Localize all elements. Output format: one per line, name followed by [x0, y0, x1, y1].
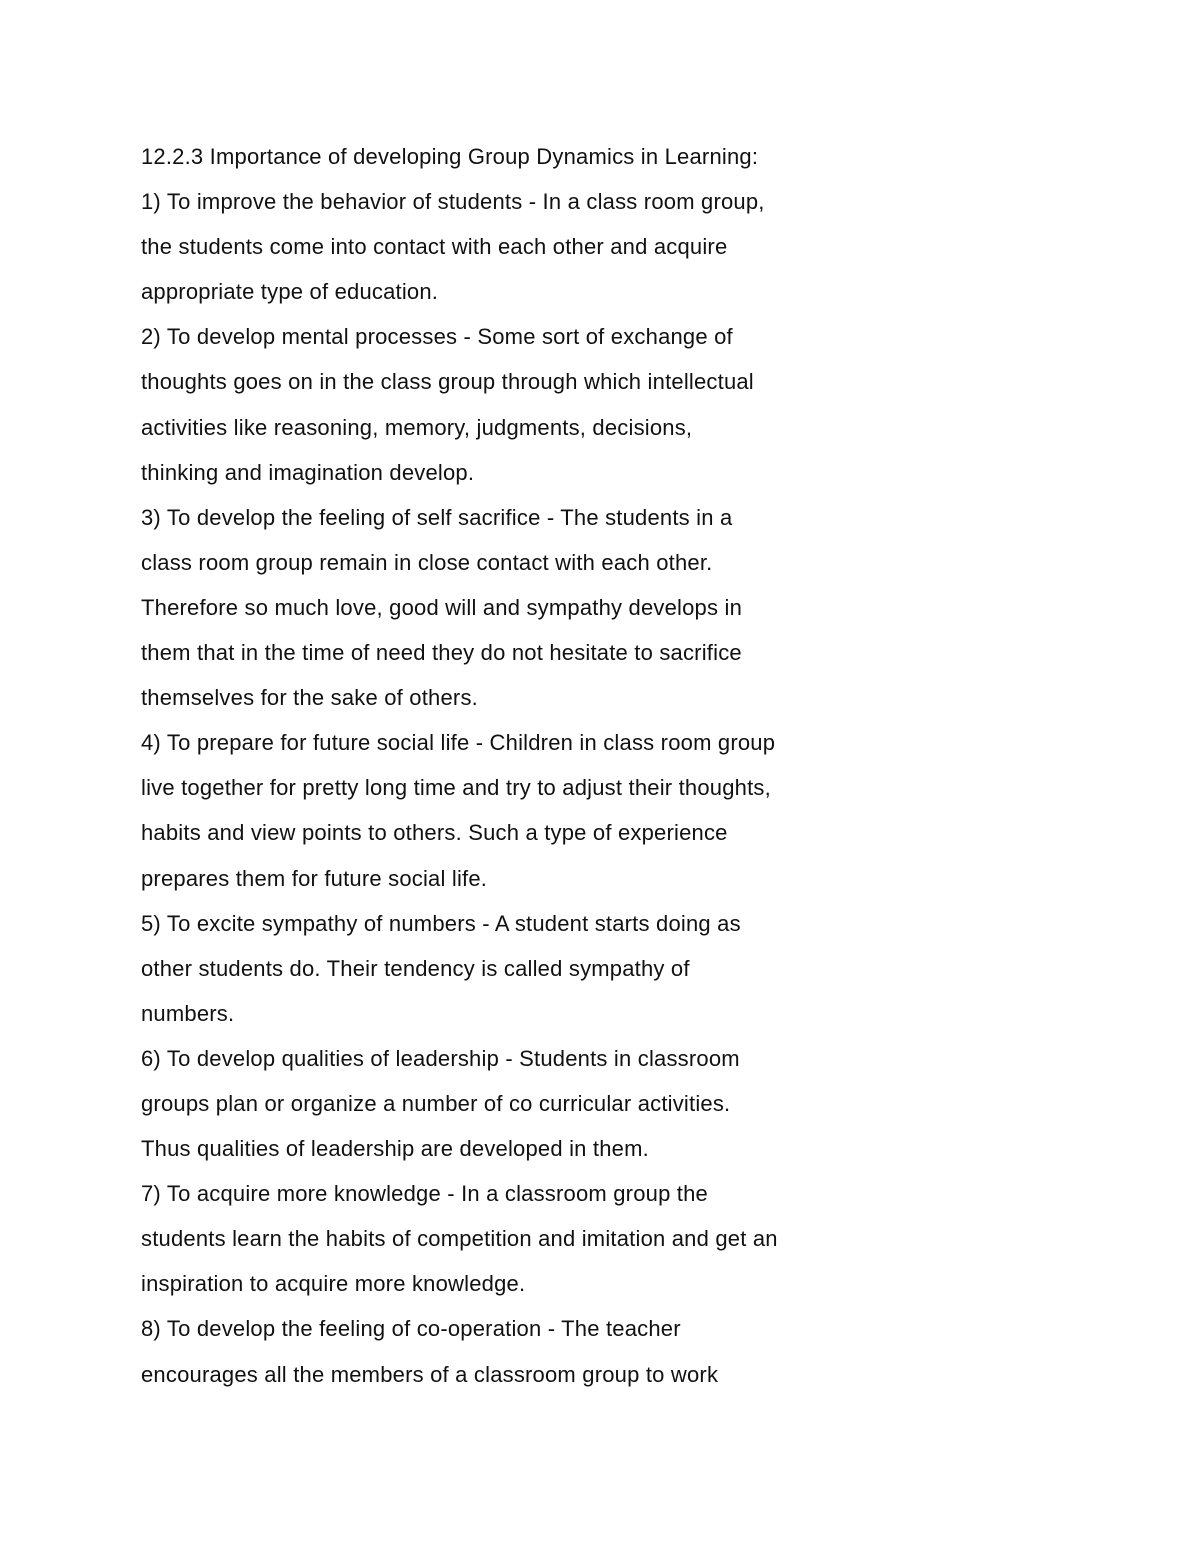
text-line: thoughts goes on in the class group through which intellectual: [141, 369, 754, 395]
text-line: numbers.: [141, 1000, 235, 1026]
text-line: 7) To acquire more knowledge - In a classroom group the: [141, 1181, 708, 1207]
text-line: the students come into contact with each other and acquire: [141, 234, 728, 260]
text-line: habits and view points to others. Such a type of experience: [141, 820, 728, 846]
text-line: 2) To develop mental processes - Some sort of exchange of: [141, 324, 733, 350]
text-line: other students do. Their tendency is called sympathy of: [141, 955, 690, 981]
text-line: them that in the time of need they do not hesitate to sacrifice: [141, 640, 742, 666]
text-line: themselves for the sake of others.: [141, 685, 478, 711]
text-line: 6) To develop qualities of leadership - Students in classroom: [141, 1045, 740, 1071]
text-line: thinking and imagination develop.: [141, 459, 475, 485]
text-line: 1) To improve the behavior of students - In a class room group,: [141, 189, 765, 215]
text-line: appropriate type of education.: [141, 279, 439, 305]
text-line: groups plan or organize a number of co curricular activities.: [141, 1090, 731, 1116]
text-line: students learn the habits of competition and imitation and get an: [141, 1226, 778, 1252]
section-heading: 12.2.3 Importance of developing Group Dynamics in Learning:: [141, 144, 759, 169]
text-line: 4) To prepare for future social life - Children in class room group: [141, 730, 776, 756]
text-line: Thus qualities of leadership are developed in them.: [141, 1136, 649, 1162]
text-line: class room group remain in close contact with each other.: [141, 549, 713, 575]
text-line: Therefore so much love, good will and sympathy develops in: [141, 594, 743, 620]
text-line: 5) To excite sympathy of numbers - A student starts doing as: [141, 910, 741, 936]
text-line: live together for pretty long time and try to adjust their thoughts,: [141, 775, 771, 801]
text-line: 8) To develop the feeling of co-operation - The teacher: [141, 1316, 681, 1342]
document-body: [141, 134, 1101, 1397]
text-line: activities like reasoning, memory, judgments, decisions,: [141, 414, 693, 440]
text-line: 3) To develop the feeling of self sacrifice - The students in a: [141, 504, 733, 530]
text-line: encourages all the members of a classroom group to work: [141, 1361, 719, 1387]
text-line: inspiration to acquire more knowledge.: [141, 1271, 526, 1297]
text-line: prepares them for future social life.: [141, 865, 488, 891]
